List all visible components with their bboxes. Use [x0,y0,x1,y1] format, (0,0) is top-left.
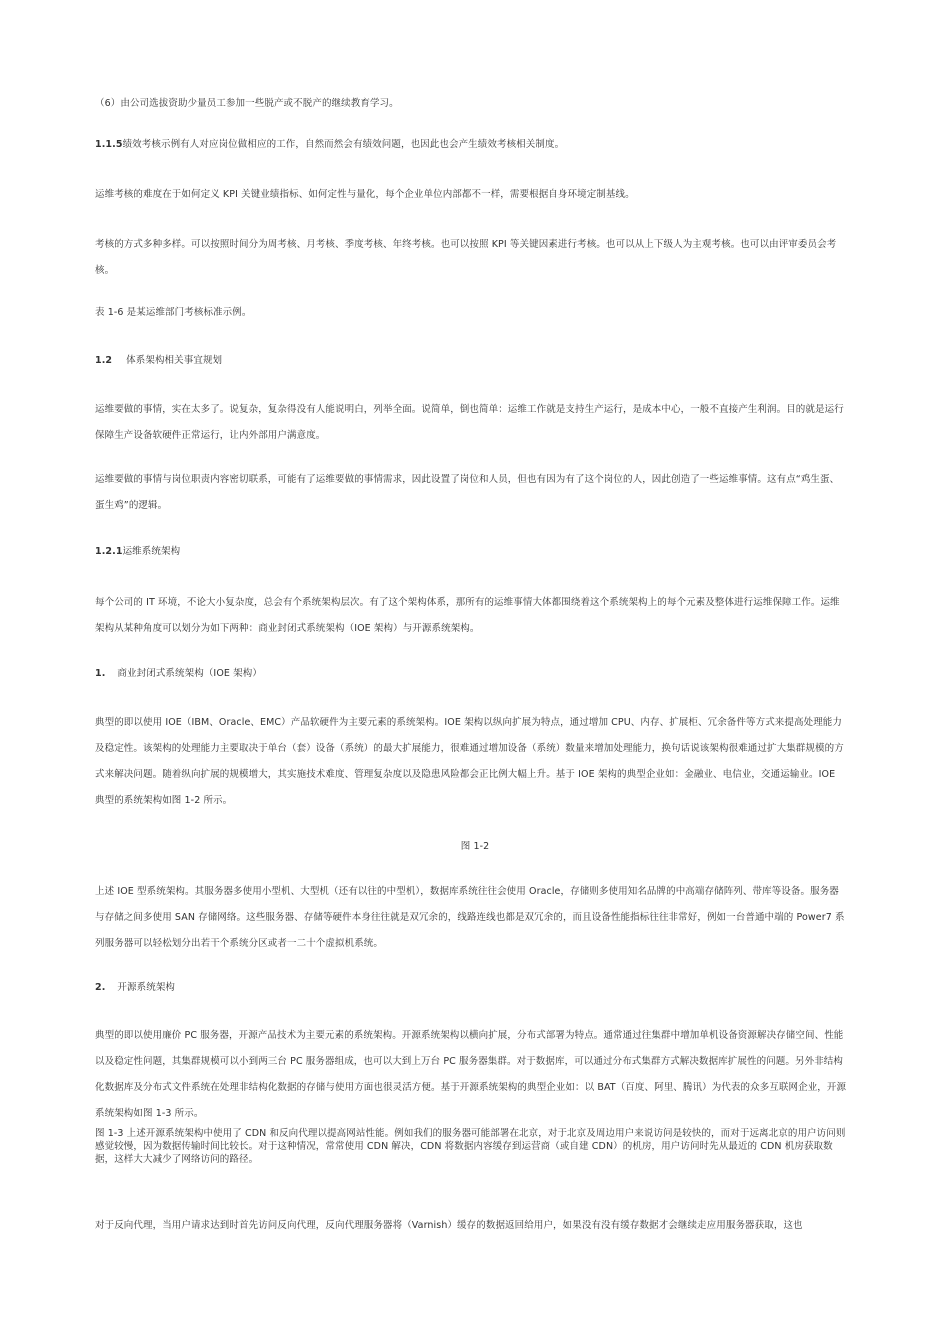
paragraph-cdn: 图 1-3 上述开源系统架构中使用了 CDN 和反向代理以提高网站性能。例如我们的服务器可能部署在北京，对于北京及周边用户来说访问是较快的，而对于远离北京的用户访问则感觉较慢，因为数据传输时间比较长。对于这种情况，常常使用 CDN 解决，CDN 将数据内容缓存到运营商（或自建 CDN）的机房，用户访问时先从最近的 CDN 机房获取数据，这样大大减少了网络访问的路径。 [95,1128,846,1165]
paragraph-assessment-methods: 考核的方式多种多样。可以按照时间分为周考核、月考核、季度考核、年终考核。也可以按照 KPI 等关键因素进行考核。也可以从上下级人为主观考核。也可以由评审委员会考核。 [95,239,837,276]
paragraph-ioe-description: 典型的即以使用 IOE（IBM、Oracle、EMC）产品软硬件为主要元素的系统架构。IOE 架构以纵向扩展为特点，通过增加 CPU、内存、扩展柜、冗余备件等方式来提高处理能力及稳定性。该架构的处理能力主要取决于单台（套）设备（系统）的最大扩展能力，很难通过增加设备（系统）数量来增加处理能力，换句话说该架构很难通过扩大集群规模的方式来解决问题。随着纵向扩展的规模增大，其实施技术难度、管理复杂度以及隐患风险都会正比例大幅上升。基于 IOE 架构的典型企业如：金融业、电信业，交通运输业。IOE 典型的系统架构如图 1-2 所示。 [95,717,844,806]
paragraph-kpi-difficulty: 运维考核的难度在于如何定义 KPI 关键业绩指标、如何定性与量化，每个企业单位内部都不一样，需要根据自身环境定制基线。 [95,189,635,200]
section-heading-1-2-1 [95,539,847,565]
item-number: 2. [95,982,106,993]
paragraph-ops-roles: 运维要做的事情与岗位职责内容密切联系，可能有了运维要做的事情需求，因此设置了岗位和人员，但也有因为有了这个岗位的人，因此创造了一些运维事情。这有点“鸡生蛋、蛋生鸡”的逻辑。 [95,474,840,511]
paragraph-it-architecture: 每个公司的 IT 环境，不论大小复杂度，总会有个系统架构层次。有了这个架构体系，那所有的运维事情大体都围绕着这个系统架构上的每个元素及整体进行运维保障工作。运维架构从某种角度可以划分为如下两种：商业封闭式系统架构（IOE 架构）与开源系统架构。 [95,597,840,634]
section-number: 1.2.1 [95,546,123,557]
item-number: 1. [95,668,106,679]
section-title: 体系架构相关事宜规划 [126,355,223,366]
subsection-title: 开源系统架构 [117,982,176,993]
paragraph-performance-example [95,132,847,158]
paragraph-training: （6）由公司选拔资助少量员工参加一些脱产或不脱产的继续教育学习。 [95,98,399,109]
paragraph-text: 绩效考核示例有人对应岗位做相应的工作，自然而然会有绩效问题，也因此也会产生绩效考核相关制度。 [122,139,565,150]
paragraph-reverse-proxy: 对于反向代理，当用户请求达到时首先访问反向代理，反向代理服务器将（Varnish）缓存的数据返回给用户，如果没有没有缓存数据才会继续走应用服务器获取，这也 [95,1220,803,1231]
section-heading-1-2 [95,348,847,374]
section-number: 1.1.5 [95,139,123,150]
figure-caption-1-2: 图 1-2 [460,841,490,852]
paragraph-table-reference: 表 1-6 是某运维部门考核标准示例。 [95,307,252,318]
subsection-heading-open-source [95,975,847,1001]
section-title: 运维系统架构 [122,546,181,557]
subsection-heading-ioe [95,661,847,687]
section-number: 1.2 [95,355,113,366]
paragraph-ops-work: 运维要做的事情，实在太多了。说复杂，复杂得没有人能说明白，列举全面。说简单，倒也简单：运维工作就是支持生产运行，是成本中心，一般不直接产生利润。目的就是运行保障生产设备软硬件正常运行，让内外部用户满意度。 [95,404,844,441]
paragraph-open-source-description: 典型的即以使用廉价 PC 服务器，开源产品技术为主要元素的系统架构。开源系统架构以横向扩展，分布式部署为特点。通常通过往集群中增加单机设备资源解决存储空间、性能以及稳定性问题，其集群规模可以小到两三台 PC 服务器组成，也可以大到上万台 PC 服务器集群。对于数据库，可以通过分布式集群方式解决数据库扩展性的问题。另外非结构化数据库及分布式文件系统在处理非结构化数据的存储与使用方面也很灵活方便。基于开源系统架构的典型企业如：以 BAT（百度、阿里、腾讯）为代表的众多互联网企业，开源系统架构如图 1-3 所示。 [95,1030,847,1119]
paragraph-ioe-servers: 上述 IOE 型系统架构。其服务器多使用小型机、大型机（还有以往的中型机），数据库系统往往会使用 Oracle，存储则多使用知名品牌的中高端存储阵列、带库等设备。服务器与存储之间多使用 SAN 存储网络。这些服务器、存储等硬件本身往往就是双冗余的，线路连线也都是双冗余的，而且设备性能指标往往非常好，例如一台普通中端的 Power7 系列服务器可以轻松划分出若干个系统分区或者一二十个虚拟机系统。 [95,886,845,949]
subsection-title: 商业封闭式系统架构（IOE 架构） [117,668,262,679]
